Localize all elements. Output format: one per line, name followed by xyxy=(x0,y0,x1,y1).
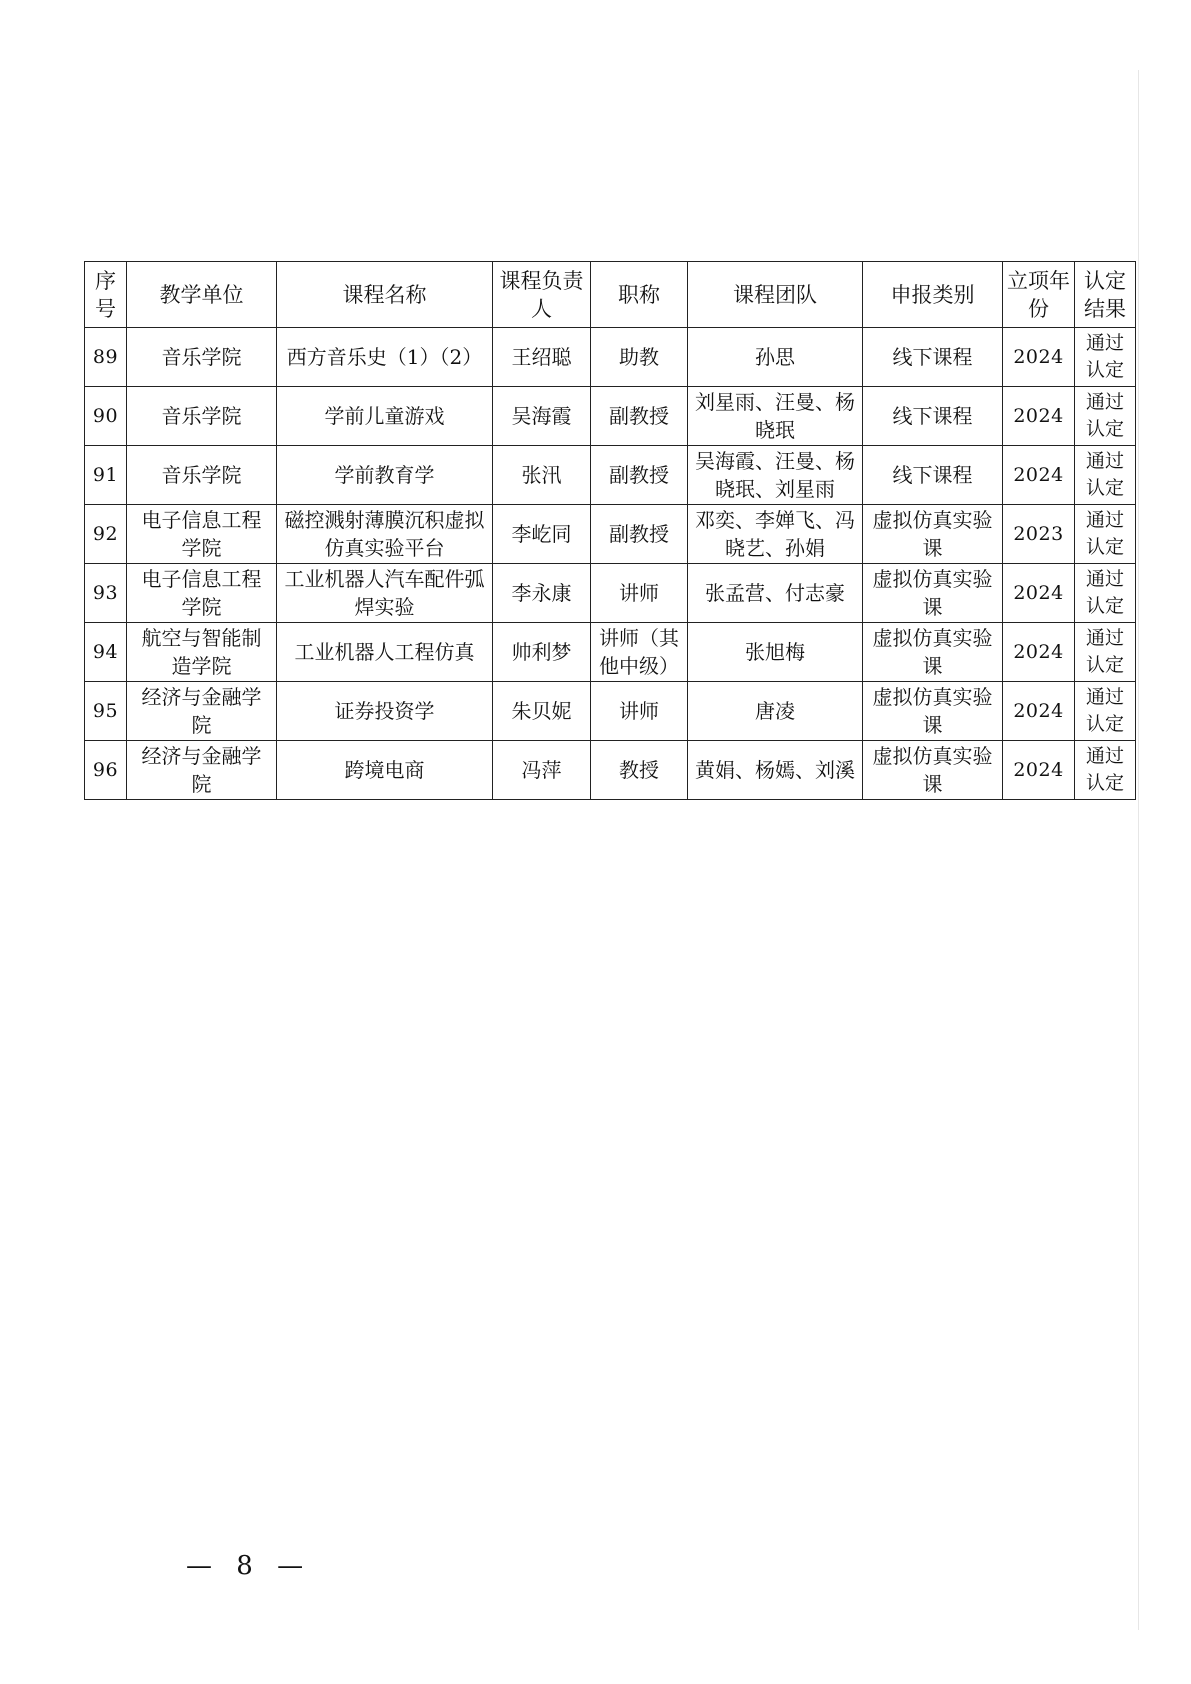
table-row xyxy=(85,682,1136,741)
cell-category: 虚拟仿真实验课 xyxy=(863,564,1003,623)
cell-leader: 王绍聪 xyxy=(493,328,591,387)
cell-leader: 朱贝妮 xyxy=(493,682,591,741)
cell-title: 助教 xyxy=(591,328,688,387)
cell-title: 讲师（其他中级） xyxy=(591,623,688,682)
header-leader: 课程负责人 xyxy=(493,262,591,328)
cell-result: 通过认定 xyxy=(1075,564,1136,623)
header-team: 课程团队 xyxy=(688,262,863,328)
header-category: 申报类别 xyxy=(863,262,1003,328)
cell-team: 唐凌 xyxy=(688,682,863,741)
cell-seq: 92 xyxy=(85,505,127,564)
cell-unit: 电子信息工程学院 xyxy=(127,564,277,623)
cell-category: 线下课程 xyxy=(863,328,1003,387)
cell-title: 讲师 xyxy=(591,682,688,741)
cell-seq: 94 xyxy=(85,623,127,682)
cell-course: 跨境电商 xyxy=(277,741,493,800)
cell-leader: 帅利梦 xyxy=(493,623,591,682)
header-year: 立项年份 xyxy=(1003,262,1075,328)
cell-title: 副教授 xyxy=(591,505,688,564)
cell-result: 通过认定 xyxy=(1075,446,1136,505)
cell-unit: 航空与智能制造学院 xyxy=(127,623,277,682)
cell-unit: 音乐学院 xyxy=(127,387,277,446)
cell-year: 2024 xyxy=(1003,682,1075,741)
cell-course: 工业机器人工程仿真 xyxy=(277,623,493,682)
cell-result: 通过认定 xyxy=(1075,505,1136,564)
cell-result: 通过认定 xyxy=(1075,328,1136,387)
header-row xyxy=(85,262,1136,328)
course-table xyxy=(84,261,1136,800)
cell-category: 虚拟仿真实验课 xyxy=(863,623,1003,682)
cell-seq: 89 xyxy=(85,328,127,387)
table-row xyxy=(85,741,1136,800)
cell-team: 黄娟、杨嫣、刘溪 xyxy=(688,741,863,800)
table-body xyxy=(85,328,1136,800)
cell-title: 副教授 xyxy=(591,387,688,446)
cell-unit: 电子信息工程学院 xyxy=(127,505,277,564)
header-title: 职称 xyxy=(591,262,688,328)
cell-team: 张孟营、付志豪 xyxy=(688,564,863,623)
cell-year: 2023 xyxy=(1003,505,1075,564)
cell-title: 教授 xyxy=(591,741,688,800)
cell-team: 刘星雨、汪曼、杨晓珉 xyxy=(688,387,863,446)
cell-title: 副教授 xyxy=(591,446,688,505)
table-row xyxy=(85,505,1136,564)
cell-seq: 93 xyxy=(85,564,127,623)
cell-category: 虚拟仿真实验课 xyxy=(863,741,1003,800)
cell-team: 邓奕、李婵飞、冯晓艺、孙娟 xyxy=(688,505,863,564)
cell-team: 张旭梅 xyxy=(688,623,863,682)
cell-seq: 90 xyxy=(85,387,127,446)
cell-leader: 冯萍 xyxy=(493,741,591,800)
cell-year: 2024 xyxy=(1003,564,1075,623)
cell-team: 孙思 xyxy=(688,328,863,387)
cell-unit: 音乐学院 xyxy=(127,446,277,505)
cell-leader: 张汛 xyxy=(493,446,591,505)
cell-leader: 吴海霞 xyxy=(493,387,591,446)
cell-course: 西方音乐史（1）（2） xyxy=(277,328,493,387)
cell-category: 线下课程 xyxy=(863,387,1003,446)
cell-leader: 李永康 xyxy=(493,564,591,623)
cell-result: 通过认定 xyxy=(1075,741,1136,800)
cell-course: 学前教育学 xyxy=(277,446,493,505)
cell-category: 线下课程 xyxy=(863,446,1003,505)
table-row xyxy=(85,328,1136,387)
page-number: — 8 — xyxy=(186,1551,312,1581)
cell-category: 虚拟仿真实验课 xyxy=(863,505,1003,564)
cell-course: 学前儿童游戏 xyxy=(277,387,493,446)
header-course: 课程名称 xyxy=(277,262,493,328)
table-row xyxy=(85,387,1136,446)
cell-course: 磁控溅射薄膜沉积虚拟仿真实验平台 xyxy=(277,505,493,564)
cell-year: 2024 xyxy=(1003,446,1075,505)
cell-seq: 91 xyxy=(85,446,127,505)
header-result: 认定结果 xyxy=(1075,262,1136,328)
cell-team: 吴海霞、汪曼、杨晓珉、刘星雨 xyxy=(688,446,863,505)
cell-course: 工业机器人汽车配件弧焊实验 xyxy=(277,564,493,623)
page-edge-line xyxy=(1138,70,1139,1630)
table-row xyxy=(85,623,1136,682)
cell-unit: 音乐学院 xyxy=(127,328,277,387)
cell-year: 2024 xyxy=(1003,328,1075,387)
cell-category: 虚拟仿真实验课 xyxy=(863,682,1003,741)
table-row xyxy=(85,564,1136,623)
cell-course: 证券投资学 xyxy=(277,682,493,741)
cell-title: 讲师 xyxy=(591,564,688,623)
cell-year: 2024 xyxy=(1003,623,1075,682)
header-seq: 序号 xyxy=(85,262,127,328)
cell-seq: 95 xyxy=(85,682,127,741)
cell-unit: 经济与金融学院 xyxy=(127,741,277,800)
header-unit: 教学单位 xyxy=(127,262,277,328)
table-row xyxy=(85,446,1136,505)
cell-leader: 李屹同 xyxy=(493,505,591,564)
cell-result: 通过认定 xyxy=(1075,387,1136,446)
cell-result: 通过认定 xyxy=(1075,623,1136,682)
cell-unit: 经济与金融学院 xyxy=(127,682,277,741)
cell-seq: 96 xyxy=(85,741,127,800)
cell-year: 2024 xyxy=(1003,741,1075,800)
table-header xyxy=(85,262,1136,328)
cell-result: 通过认定 xyxy=(1075,682,1136,741)
cell-year: 2024 xyxy=(1003,387,1075,446)
